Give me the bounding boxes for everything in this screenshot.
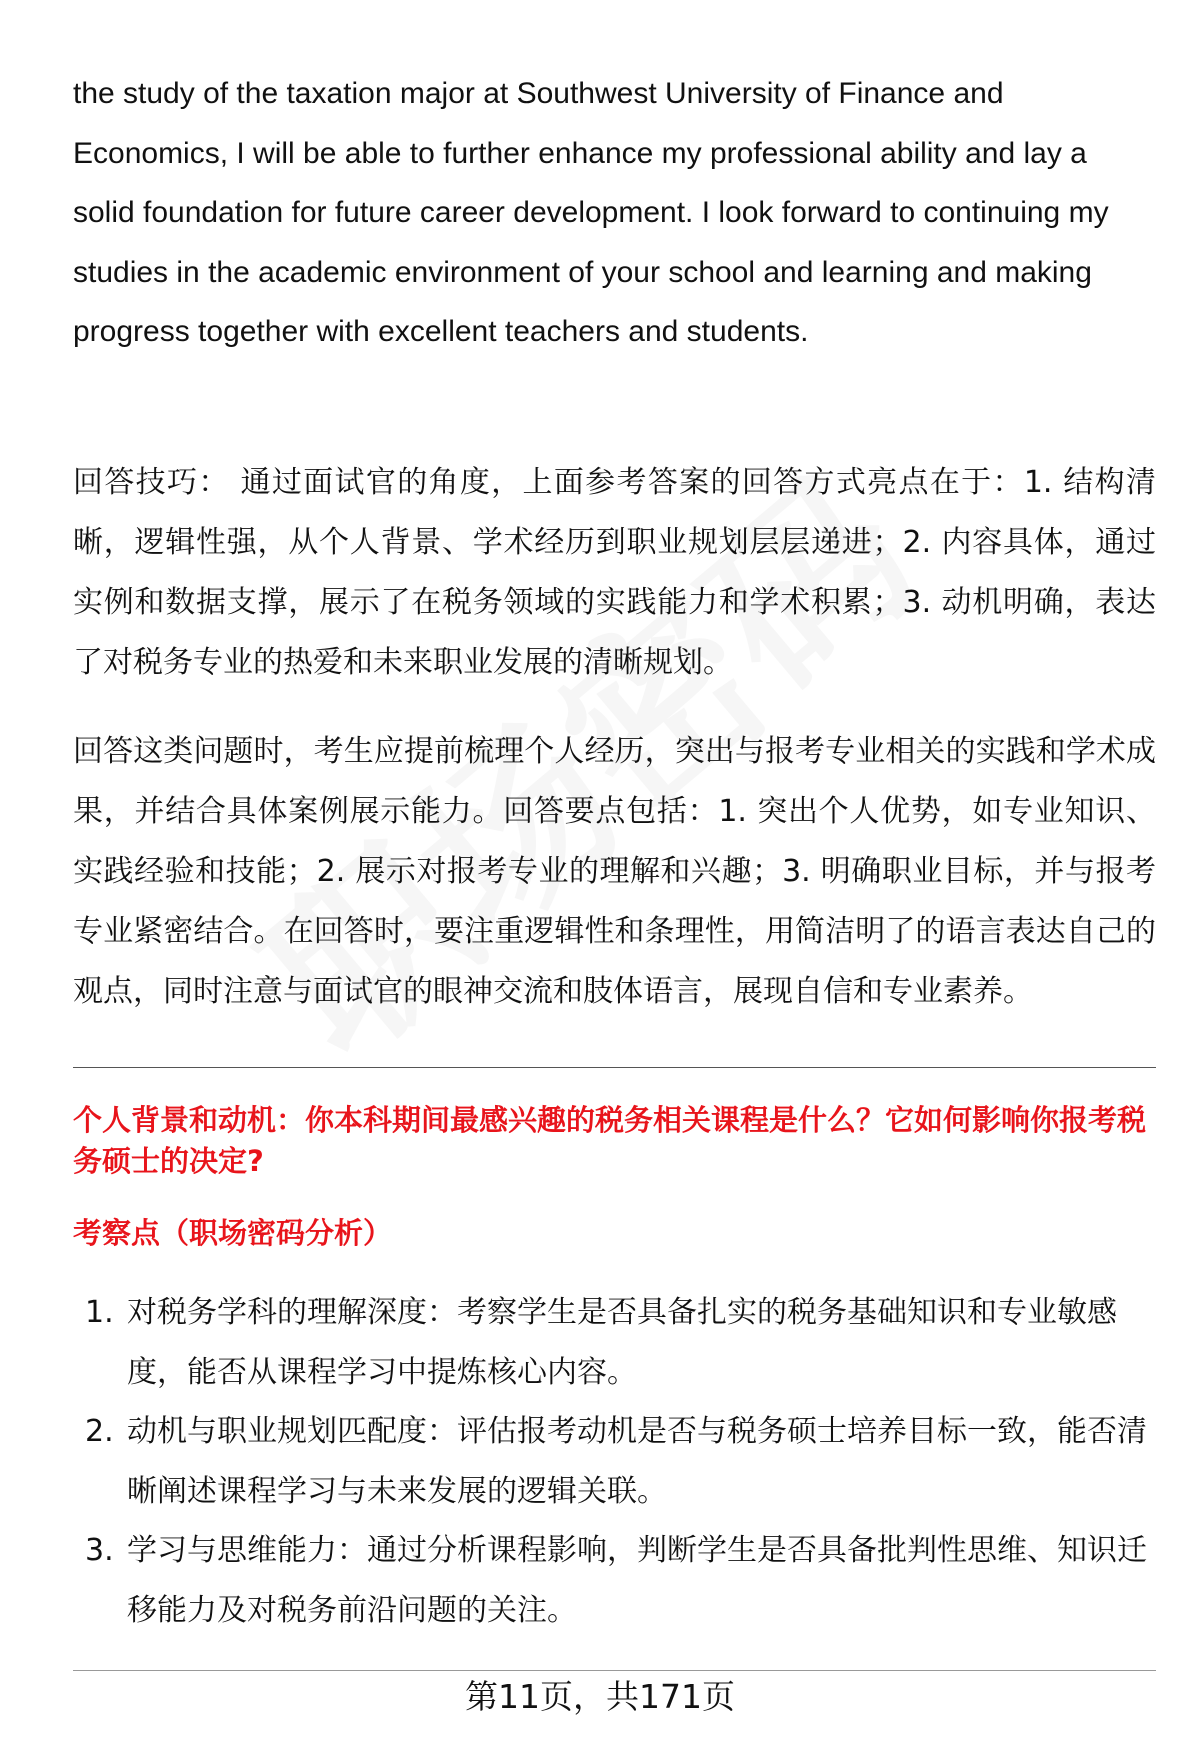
answer-tips-paragraph: 回答技巧： 通过面试官的角度，上面参考答案的回答方式亮点在于：1. 结构清晰，逻辑性强，从个人背景、学术经历到职业规划层层递进；2. 内容具体，通过实例和数据支撑，展示了在税务领域的实践能力和学术积累；3. 动机明确，表达了对税务专业的热爱和未来职业发展的清晰规划。 <box>73 465 1156 680</box>
list-text: 动机与职业规划匹配度：评估报考动机是否与税务硕士培养目标一致，能否清晰阐述课程学习与未来发展的逻辑关联。 <box>127 1414 1147 1509</box>
list-number: 1. <box>85 1295 114 1330</box>
list-text: 对税务学科的理解深度：考察学生是否具备扎实的税务基础知识和专业敏感度，能否从课程学习中提炼核心内容。 <box>127 1295 1117 1390</box>
section-divider <box>73 1067 1156 1068</box>
list-item <box>73 1283 1156 1402</box>
advice-paragraph: 回答这类问题时，考生应提前梳理个人经历，突出与报考专业相关的实践和学术成果，并结合具体案例展示能力。回答要点包括：1. 突出个人优势，如专业知识、实践经验和技能；2. 展示对报考专业的理解和兴趣；3. 明确职业目标，并与报考专业紧密结合。在回答时，要注重逻辑性和条理性，用简洁明了的语言表达自己的观点，同时注意与面试官的眼神交流和肢体语言，展现自信和专业素养。 <box>73 734 1156 1009</box>
section-heading: 考察点（职场密码分析） <box>73 1216 393 1250</box>
list-number: 3. <box>85 1533 114 1568</box>
list-number: 2. <box>85 1414 114 1449</box>
question-heading: 个人背景和动机：你本科期间最感兴趣的税务相关课程是什么？它如何影响你报考税务硕士的决定? <box>73 1103 1147 1178</box>
footer-divider <box>73 1670 1156 1671</box>
intro-paragraph: the study of the taxation major at Southwest University of Finance and Economics, I will be able to further enhance my professional ability and lay a solid foundation for future career development. I look forward to continuing my studies in the academic environment of your school and learning and making progress together with excellent teachers and students. <box>73 77 1109 349</box>
page-number: 第11页，共171页 <box>465 1677 735 1716</box>
list-text: 学习与思维能力：通过分析课程影响，判断学生是否具备批判性思维、知识迁移能力及对税务前沿问题的关注。 <box>127 1533 1147 1628</box>
list-item <box>73 1521 1156 1640</box>
assessment-points-list <box>73 1283 1156 1640</box>
list-item <box>73 1402 1156 1521</box>
